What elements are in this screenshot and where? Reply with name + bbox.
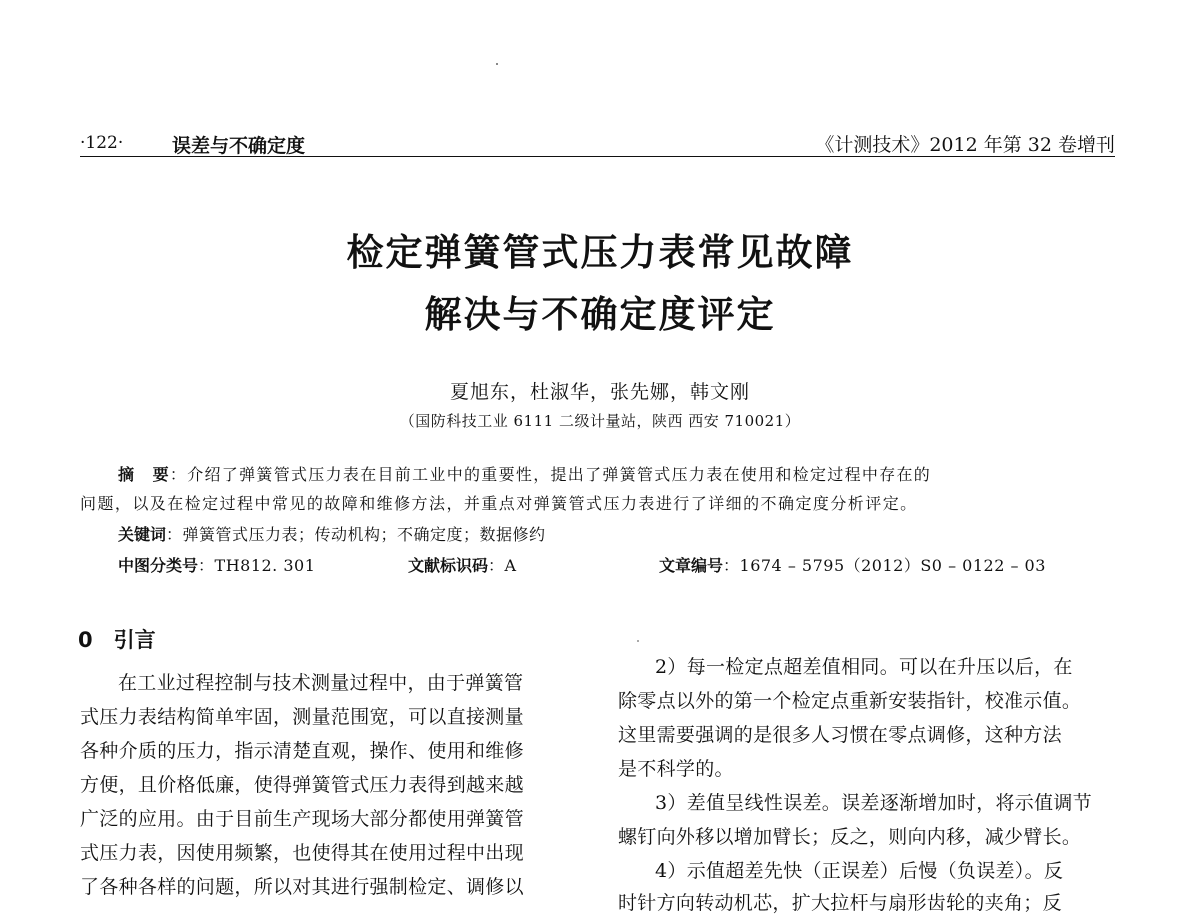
keywords-value: ：弹簧管式压力表；传动机构；不确定度；数据修约 [166, 525, 546, 544]
journal-citation: 《计测技术》2012 年第 32 卷增刊 [815, 134, 1115, 156]
abstract-line-1 [118, 462, 931, 485]
abstract-text-1: ：介绍了弹簧管式压力表在目前工业中的重要性，提出了弹簧管式压力表在使用和检定过程中存在的 [169, 465, 932, 484]
right-paragraph-line: 4）示值超差先快（正误差）后慢（负误差）。反 [655, 860, 1064, 882]
left-paragraph-line: 方便，且价格低廉，使得弹簧管式压力表得到越来越 [80, 774, 524, 796]
clc-value: ：TH812. 301 [198, 556, 316, 575]
right-paragraph-line: 除零点以外的第一个检定点重新安装指针，校准示值。 [618, 690, 1082, 712]
doc-code-label: 文献标识码 [408, 556, 489, 575]
title-line-1: 检定弹簧管式压力表常见故障 [346, 231, 854, 274]
affiliation: （国防科技工业 6111 二级计量站，陕西 西安 710021） [399, 412, 801, 430]
left-paragraph-line: 式压力表结构简单牢固，测量范围宽，可以直接测量 [80, 706, 524, 728]
article-no-line [659, 553, 1046, 576]
left-paragraph-line: 各种介质的压力，指示清楚直观，操作、使用和维修 [80, 740, 524, 762]
right-paragraph-line: 螺钉向外移以增加臂长；反之，则向内移，减少臂长。 [618, 826, 1082, 848]
right-paragraph-line: 时针方向转动机芯，扩大拉杆与扇形齿轮的夹角；反 [618, 892, 1062, 914]
article-no-value: ：1674 – 5795（2012）S0 – 0122 – 03 [723, 556, 1046, 575]
right-paragraph-line: 2）每一检定点超差值相同。可以在升压以后，在 [655, 656, 1073, 678]
left-paragraph-line: 在工业过程控制与技术测量过程中，由于弹簧管 [118, 672, 524, 694]
section-0-heading: 0 引言 [78, 628, 156, 652]
doc-code-line [408, 553, 517, 576]
clc-line [118, 553, 315, 576]
article-no-label: 文章编号 [659, 556, 724, 575]
left-paragraph-line: 了各种各样的问题，所以对其进行强制检定、调修以 [80, 876, 524, 898]
right-paragraph-line: 3）差值呈线性误差。误差逐渐增加时，将示值调节 [655, 792, 1092, 814]
right-paragraph-line: 是不科学的。 [618, 758, 734, 780]
abstract-label: 摘 要 [118, 465, 170, 484]
page-number: ·122· [80, 133, 124, 153]
authors: 夏旭东，杜淑华，张先娜，韩文刚 [449, 381, 750, 403]
speck [496, 63, 498, 65]
keywords-line [118, 522, 546, 545]
header-rule [80, 156, 1115, 157]
section-header: 误差与不确定度 [172, 135, 306, 157]
keywords-label: 关键词 [118, 525, 167, 544]
right-paragraph-line: 这里需要强调的是很多人习惯在零点调修，这种方法 [618, 724, 1062, 746]
left-paragraph-line: 式压力表，因使用频繁，也使得其在使用过程中出现 [80, 842, 524, 864]
clc-label: 中图分类号 [118, 556, 199, 575]
speck [637, 640, 639, 642]
doc-code-value: ：A [488, 556, 517, 575]
left-paragraph-line: 广泛的应用。由于目前生产现场大部分都使用弹簧管 [80, 808, 524, 830]
abstract-line-2: 问题，以及在检定过程中常见的故障和维修方法，并重点对弹簧管式压力表进行了详细的不确定度分析评定。 [80, 494, 918, 513]
title-line-2: 解决与不确定度评定 [424, 293, 776, 336]
